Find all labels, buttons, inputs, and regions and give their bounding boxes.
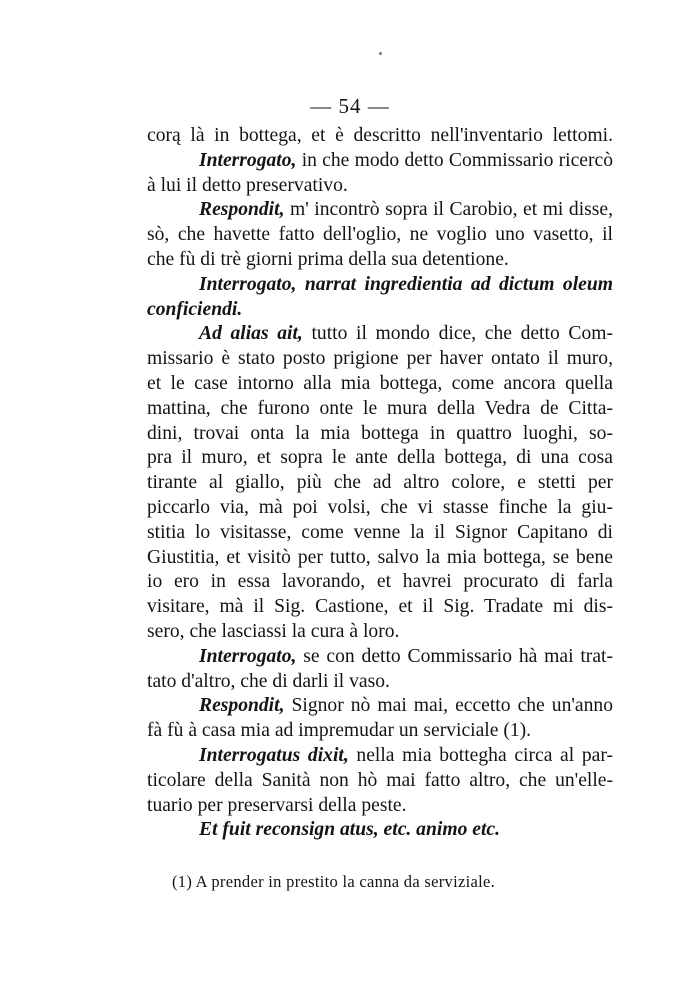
italic-text: Interrogato, narrat ingredientia ad dictum oleum bbox=[199, 273, 613, 295]
text-line bbox=[147, 372, 613, 397]
text-line bbox=[147, 818, 613, 843]
text-segment: nella mia bottegha circa al par- bbox=[348, 744, 614, 766]
text-segment: Signor nò mai mai, eccetto che un'anno bbox=[284, 695, 613, 717]
text-segment: fà fù à casa mia ad impremudar un serviciale (1). bbox=[147, 720, 532, 742]
text-segment: visitare, mà il Sig. Castione, et il Sig. Tradate mi dis- bbox=[147, 596, 613, 618]
italic-text: Ad alias ait, bbox=[199, 323, 303, 345]
text-line bbox=[147, 645, 613, 670]
text-segment: pra il muro, et sopra le ante della bottega, di una cosa bbox=[147, 447, 613, 469]
text-line bbox=[147, 794, 613, 819]
text-line bbox=[147, 322, 613, 347]
text-segment: tutto il mondo dice, che detto Com- bbox=[302, 323, 614, 345]
text-line bbox=[147, 744, 613, 769]
text-segment: che fù di trè giorni prima della sua detentione. bbox=[147, 248, 509, 270]
text-line bbox=[147, 546, 613, 571]
text-segment: stitia lo visitasse, come venne la il Signor Capitano di bbox=[147, 521, 613, 543]
text-segment: missario è stato posto prigione per haver ontato il muro, bbox=[147, 348, 613, 370]
text-segment: tato d'altro, che di darli il vaso. bbox=[147, 670, 390, 692]
text-line bbox=[147, 719, 613, 744]
paper-speck bbox=[379, 52, 382, 55]
text-segment: corą là in bottega, et è descritto nell'inventario lettomi. bbox=[147, 125, 613, 146]
text-line bbox=[147, 521, 613, 546]
text-segment: sero, che lasciassi la cura à loro. bbox=[147, 620, 400, 642]
text-segment: m' incontrò sopra il Carobio, et mi disse, bbox=[284, 199, 613, 221]
text-segment: tirante al giallo, più che ad altro colore, e stetti per bbox=[147, 472, 613, 494]
text-line bbox=[147, 347, 613, 372]
text-line bbox=[147, 471, 613, 496]
text-segment: mattina, che furono onte le mura della Vedra de Citta- bbox=[147, 397, 613, 419]
text-line bbox=[147, 496, 613, 521]
text-segment: et le case intorno alla mia bottega, come ancora quella bbox=[147, 372, 613, 394]
text-line bbox=[147, 298, 613, 323]
text-line bbox=[147, 694, 613, 719]
italic-text: Interrogato, bbox=[199, 645, 297, 667]
body-text bbox=[147, 124, 613, 843]
footnote: (1) A prender in prestito la canna da serviziale. bbox=[172, 872, 496, 891]
text-line bbox=[147, 570, 613, 595]
text-segment: in che modo detto Commissario ricercò bbox=[296, 149, 613, 171]
text-segment: dini, trovai onta la mia bottega in quattro luoghi, so- bbox=[147, 422, 613, 444]
text-line bbox=[147, 198, 613, 223]
text-segment: Giustitia, et visitò per tutto, salvo la mia bottega, se bene bbox=[147, 546, 613, 568]
text-segment: sò, che havette fatto dell'oglio, ne voglio uno vasetto, il bbox=[147, 224, 613, 246]
page-number: — 54 — bbox=[310, 94, 390, 118]
text-line bbox=[147, 422, 613, 447]
text-segment: io ero in essa lavorando, et havrei procurato di farla bbox=[147, 571, 613, 593]
text-line bbox=[147, 446, 613, 471]
text-segment: à lui il detto preservativo. bbox=[147, 174, 348, 196]
text-line bbox=[147, 397, 613, 422]
text-segment: piccarlo via, mà poi volsi, che vi stasse finche la giu- bbox=[147, 496, 613, 518]
text-line bbox=[147, 620, 613, 645]
text-line bbox=[147, 248, 613, 273]
italic-text: Respondit, bbox=[199, 695, 285, 717]
text-line bbox=[147, 149, 613, 174]
text-line bbox=[147, 670, 613, 695]
text-line bbox=[147, 174, 613, 199]
text-line bbox=[147, 273, 613, 298]
text-line bbox=[147, 595, 613, 620]
text-segment: se con detto Commissario hà mai trat- bbox=[296, 645, 613, 667]
text-segment: ticolare della Sanità non hò mai fatto altro, che un'elle- bbox=[147, 769, 613, 791]
text-line bbox=[147, 769, 613, 794]
italic-text: Interrogato, bbox=[199, 149, 297, 171]
text-segment: tuario per preservarsi della peste. bbox=[147, 794, 407, 816]
italic-text: conficiendi. bbox=[147, 298, 243, 320]
text-line bbox=[147, 124, 613, 149]
italic-text: Respondit, bbox=[199, 199, 285, 221]
italic-text: Et fuit reconsign atus, etc. animo etc. bbox=[199, 819, 500, 841]
italic-text: Interrogatus dixit, bbox=[199, 744, 349, 766]
text-line bbox=[147, 223, 613, 248]
